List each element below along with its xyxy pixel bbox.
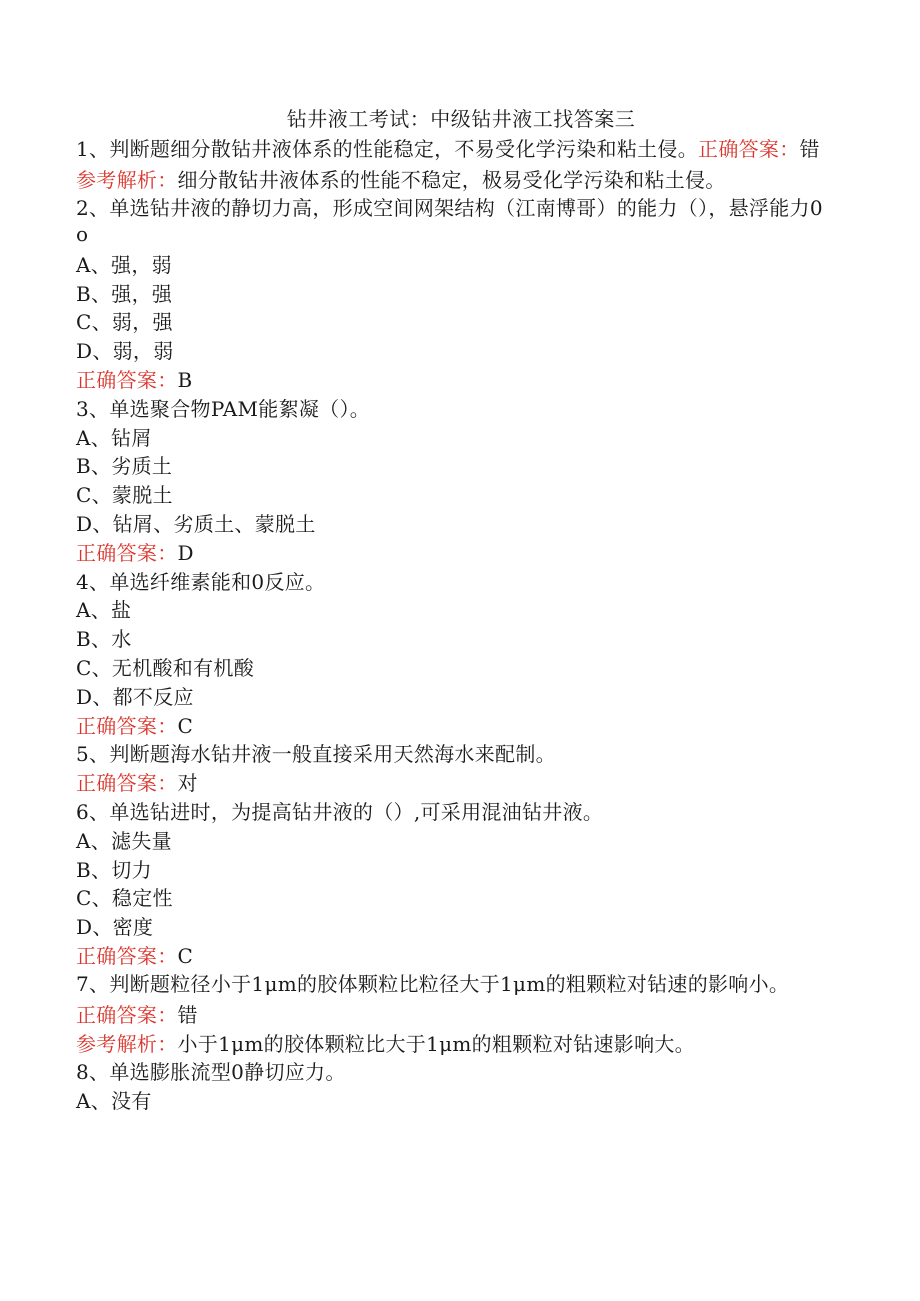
option-a: A、没有 — [76, 1089, 152, 1114]
option-a: A、钻屑 — [76, 425, 152, 450]
question-5-stem: 5、判断题海水钻井液一般直接采用天然海水来配制。 — [76, 742, 556, 767]
answer-label: 正确答案： — [76, 540, 178, 565]
question-1 — [76, 136, 826, 162]
answer-value: C — [177, 713, 194, 738]
question-3-stem: 3、单选聚合物PAM能絮凝（）。 — [76, 396, 371, 421]
option-a: A、滤失量 — [76, 828, 172, 853]
option-c: C、弱，强 — [76, 310, 173, 335]
option-c: C、稳定性 — [76, 886, 173, 911]
answer-value: B — [177, 367, 193, 392]
answer-label: 正确答案： — [76, 1002, 178, 1027]
question-2-answer-line — [76, 366, 826, 395]
document-page — [76, 104, 826, 1116]
option-b: B、强，强 — [76, 281, 173, 306]
option-b: B、切力 — [76, 857, 152, 882]
question-6-answer-line — [76, 942, 826, 971]
answer-label: 正确答案： — [76, 367, 178, 392]
answer-label: 正确答案： — [76, 771, 178, 796]
option-d: D、都不反应 — [76, 684, 194, 709]
analysis-label: 参考解析： — [76, 168, 178, 192]
question-1-stem: 1、判断题细分散钻井液体系的性能稳定，不易受化学污染和粘土侵。 — [76, 137, 699, 161]
question-5-answer-line — [76, 769, 826, 798]
option-b: B、劣质土 — [76, 454, 173, 479]
option-d: D、弱，弱 — [76, 339, 174, 364]
answer-value: C — [177, 943, 194, 968]
question-8-stem: 8、单选膨胀流型0静切应力。 — [76, 1060, 346, 1085]
question-4-answer-line — [76, 712, 826, 741]
option-b: B、水 — [76, 627, 132, 652]
answer-label: 正确答案： — [76, 943, 178, 968]
analysis-label: 参考解析： — [76, 1031, 178, 1056]
question-6-stem: 6、单选钻进时，为提高钻井液的（）,可采用混油钻井液。 — [76, 799, 604, 824]
answer-value: 错 — [177, 1002, 198, 1027]
question-4-stem: 4、单选纤维素能和0反应。 — [76, 569, 326, 594]
answer-value: D — [177, 540, 194, 565]
question-7-answer-line — [76, 1001, 826, 1030]
option-a: A、盐 — [76, 598, 132, 623]
question-1-answer-label: 正确答案： — [698, 137, 800, 161]
question-1-analysis — [76, 166, 826, 195]
option-c: C、蒙脱土 — [76, 483, 173, 508]
analysis-text: 细分散钻井液体系的性能不稳定，极易受化学污染和粘土侵。 — [177, 168, 726, 192]
question-7-stem: 7、判断题粒径小于1μm的胶体颗粒比粒径大于1μm的粗颗粒对钻速的影响小。 — [76, 971, 790, 996]
analysis-text: 小于1μm的胶体颗粒比大于1μm的粗颗粒对钻速影响大。 — [177, 1031, 695, 1056]
question-1-answer: 错 — [799, 137, 820, 161]
option-c: C、无机酸和有机酸 — [76, 655, 255, 680]
option-a: A、强，弱 — [76, 252, 172, 277]
question-7-analysis — [76, 1030, 826, 1059]
answer-label: 正确答案： — [76, 713, 178, 738]
answer-value: 对 — [177, 771, 198, 796]
option-d: D、钻屑、劣质土、蒙脱土 — [76, 511, 316, 536]
question-3-answer-line — [76, 539, 826, 568]
option-d: D、密度 — [76, 915, 154, 940]
document-title: 钻井液工考试：中级钻井液工找答案三 — [286, 107, 636, 131]
question-2-stem: 2、单选钻井液的静切力高，形成空间网架结构（江南博哥）的能力（），悬浮能力0o — [76, 195, 823, 246]
